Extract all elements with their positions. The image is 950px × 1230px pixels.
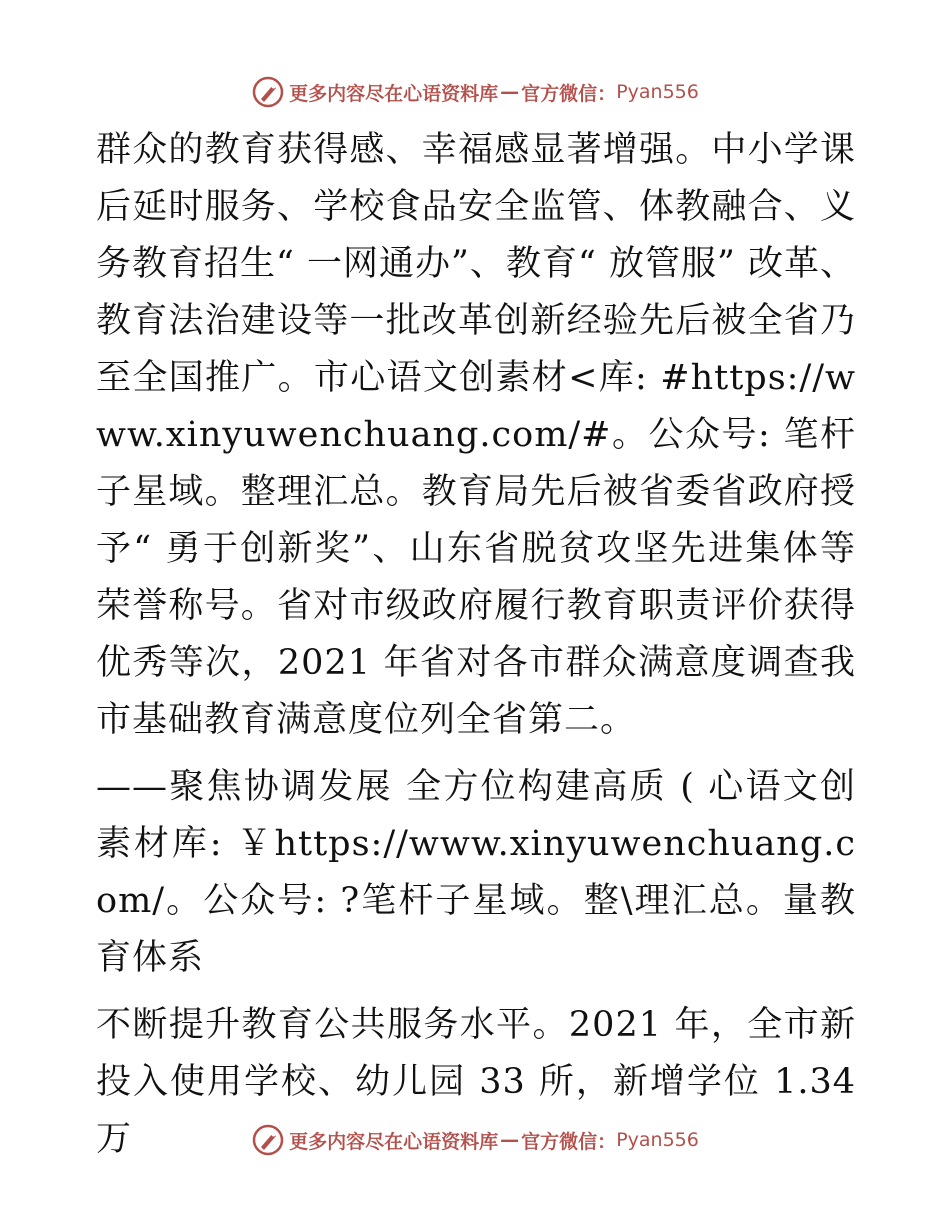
banner-wechat-label: 官方微信： xyxy=(521,82,617,105)
paragraph: ——聚焦协调发展 全方位构建高质 ( 心语文创素材库: ￥https://www.xinyuwenchuang.com/。公众号: ?笔杆子星域。整\理汇总。量教育体系 xyxy=(96,767,856,978)
paragraph: 群众的教育获得感、幸福感显著增强。中小学课后延时服务、学校食品安全监管、体教融合、义务教育招生“ 一网通办”、教育“ 放管服” 改革、教育法治建设等一批改革创新经验先后被全省乃至全国推广。市心语文创素材<库: #https://www.xinyuwenchuang.com/#。公众号: 笔杆子星域。整理汇总。教育局先后被省委省政府授予“ 勇于创新奖”、山东省脱贫攻坚先进集体等荣誉称号。省对市级政府履行教育职责评价获得优秀等次，2021 年省对各市群众满意度调查我市基础教育满意度位列全省第二。 xyxy=(96,130,856,740)
banner-separator: — xyxy=(500,1129,520,1151)
pen-nib-logo-icon xyxy=(251,75,285,109)
banner-text: 更多内容尽在心语资料库 xyxy=(289,1130,499,1153)
header-banner xyxy=(0,72,950,112)
paragraph: 不断提升教育公共服务水平。2021 年，全市新投入使用学校、幼儿园 33 所，新增学位 1.34 万 xyxy=(96,1005,856,1159)
banner-wechat-id: Pyan556 xyxy=(616,1129,699,1151)
banner-separator: — xyxy=(500,81,520,103)
footer-banner xyxy=(0,1120,950,1160)
banner-text: 更多内容尽在心语资料库 xyxy=(289,82,499,105)
banner-wechat-id: Pyan556 xyxy=(616,81,699,103)
document-body xyxy=(96,122,856,1168)
banner-wechat-label: 官方微信： xyxy=(521,1130,617,1153)
pen-nib-logo-icon xyxy=(251,1123,285,1157)
